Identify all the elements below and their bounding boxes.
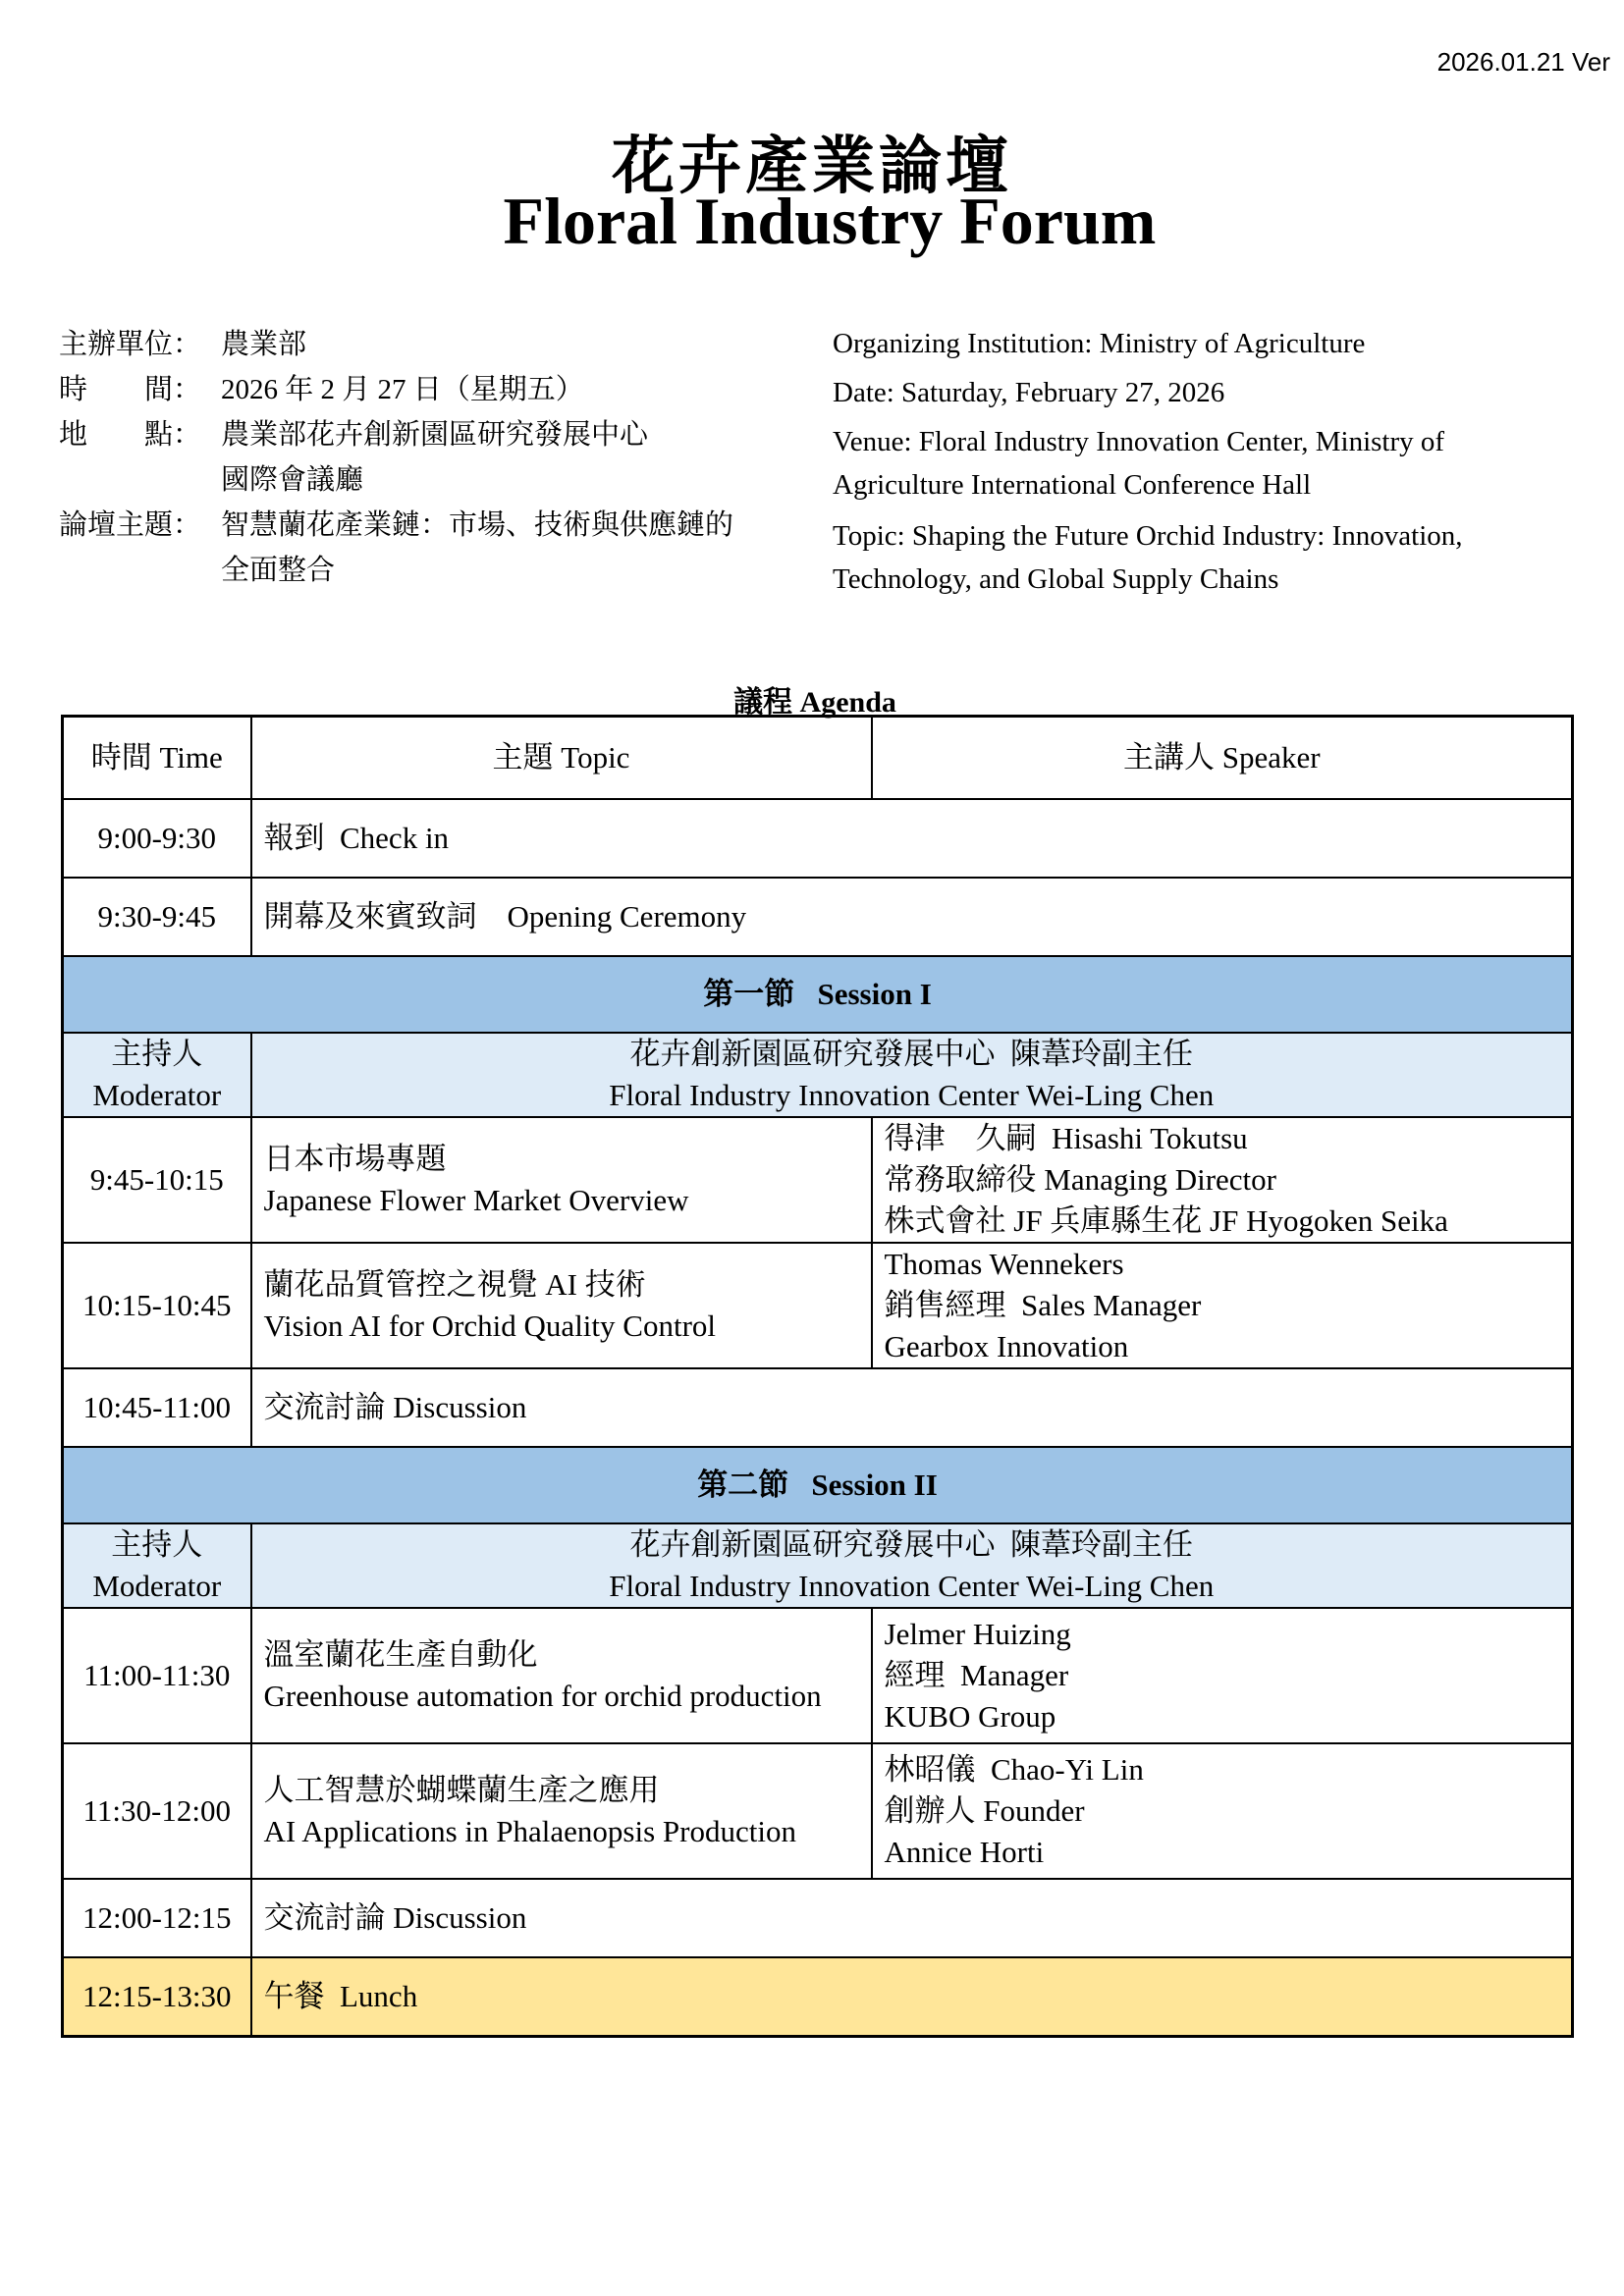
lunch-row [63,1957,1573,2037]
time-cell: 11:00-11:30 [63,1608,251,1743]
topic-cell: 交流討論 Discussion [251,1879,1573,1957]
time-cell: 9:45-10:15 [63,1117,251,1243]
moderator-label [63,1523,251,1608]
title-english: Floral Industry Forum [503,184,1157,258]
speaker-cell [872,1117,1573,1243]
topic-en: Vision AI for Orchid Quality Control [263,1308,717,1343]
speaker-title: 創辦人 Founder [884,1793,1085,1828]
organizer-en: Organizing Institution: Ministry of Agriculture [833,328,1366,359]
topic-label: 論壇主題： [59,509,202,541]
version-label: 2026.01.21 Ver [1436,47,1610,77]
session-header [63,956,1573,1033]
topic-en: Japanese Flower Market Overview [263,1183,689,1217]
moderator-label [63,1033,251,1117]
info-chinese [59,322,805,593]
speaker-cell [872,1243,1573,1368]
moderator-name [251,1523,1573,1608]
speaker-org: Annice Horti [884,1835,1045,1869]
speaker-name: 得津 久嗣 Hisashi Tokutsu [884,1121,1248,1155]
table-row [63,1117,1573,1243]
speaker-title: 常務取締役 Managing Director [884,1162,1276,1197]
session-title: 第一節 Session I [63,956,1573,1033]
date-value: 2026 年 2 月 27 日（星期五） [221,374,584,405]
topic-cell: 報到 Check in [251,799,1573,878]
speaker-cell [872,1608,1573,1743]
speaker-title: 銷售經理 Sales Manager [884,1288,1202,1322]
venue-label: 地 點： [59,419,202,451]
moderator-name-en: Floral Industry Innovation Center Wei-Ling Chen [609,1569,1215,1603]
moderator-row [63,1523,1573,1608]
date-label: 時 間： [59,374,202,405]
table-row [63,1243,1573,1368]
organizer-value: 農業部 [221,329,307,360]
venue-en-line1: Venue: Floral Industry Innovation Center, Ministry of [833,426,1445,457]
table-row [63,1879,1573,1957]
info-venue-zh [59,412,805,503]
topic-zh: 人工智慧於蝴蝶蘭生產之應用 [263,1773,660,1807]
moderator-label-zh: 主持人 [111,1527,203,1562]
venue-line2: 國際會議廳 [221,464,364,496]
topic-zh: 溫室蘭花生產自動化 [263,1637,538,1672]
table-row [63,878,1573,956]
info-organizer-zh [59,322,805,367]
topic-cell: 交流討論 Discussion [251,1368,1573,1447]
speaker-org: Gearbox Innovation [884,1329,1129,1363]
venue-value [221,412,805,503]
topic-en [833,514,1559,601]
topic-cell [251,1608,872,1743]
table-row [63,1368,1573,1447]
speaker-org: KUBO Group [884,1699,1056,1734]
speaker-cell [872,1743,1573,1879]
info-english [833,322,1559,609]
header-topic: 主題 Topic [251,717,872,800]
topic-en-line2: Technology, and Global Supply Chains [833,563,1279,595]
agenda-table [61,715,1574,2038]
speaker-title: 經理 Manager [884,1658,1069,1692]
time-cell: 9:00-9:30 [63,799,251,878]
moderator-label-en: Moderator [92,1569,222,1603]
topic-en-line1: Topic: Shaping the Future Orchid Industry: Innovation, [833,520,1463,552]
session-header [63,1447,1573,1523]
time-cell: 12:15-13:30 [63,1957,251,2037]
topic-cell: 午餐 Lunch [251,1957,1573,2037]
moderator-name [251,1033,1573,1117]
info-topic-zh [59,503,805,593]
speaker-name: Jelmer Huizing [884,1617,1071,1651]
header-time: 時間 Time [63,717,251,800]
date-en: Date: Saturday, February 27, 2026 [833,377,1225,408]
table-row [63,799,1573,878]
time-cell: 10:45-11:00 [63,1368,251,1447]
table-row [63,1608,1573,1743]
title-chinese: 花卉產業論壇 [612,130,1012,203]
speaker-name: Thomas Wennekers [884,1247,1124,1281]
topic-cell: 開幕及來賓致詞 Opening Ceremony [251,878,1573,956]
time-cell: 9:30-9:45 [63,878,251,956]
topic-cell [251,1117,872,1243]
moderator-name-en: Floral Industry Innovation Center Wei-Ling Chen [609,1078,1215,1112]
moderator-name-zh: 花卉創新園區研究發展中心 陳葦玲副主任 [629,1527,1193,1562]
venue-en [833,420,1559,507]
table-row [63,1743,1573,1879]
moderator-label-en: Moderator [92,1078,222,1112]
speaker-name: 林昭儀 Chao-Yi Lin [884,1752,1144,1787]
topic-en: AI Applications in Phalaenopsis Production [263,1814,796,1848]
topic-value [221,503,805,593]
venue-line1: 農業部花卉創新園區研究發展中心 [221,419,649,451]
topic-en: Greenhouse automation for orchid production [263,1679,822,1713]
moderator-name-zh: 花卉創新園區研究發展中心 陳葦玲副主任 [629,1037,1193,1071]
info-date-zh [59,367,805,412]
session-title: 第二節 Session II [63,1447,1573,1523]
header-speaker: 主講人 Speaker [872,717,1573,800]
venue-en-line2: Agriculture International Conference Hall [833,469,1312,501]
moderator-label-zh: 主持人 [111,1037,203,1071]
topic-zh: 蘭花品質管控之視覺 AI 技術 [263,1267,646,1302]
header-row [63,717,1573,800]
time-cell: 12:00-12:15 [63,1879,251,1957]
time-cell: 11:30-12:00 [63,1743,251,1879]
agenda-title: 議程 Agenda [733,686,896,719]
moderator-row [63,1033,1573,1117]
topic-zh: 日本市場專題 [263,1142,447,1176]
topic-line1: 智慧蘭花產業鏈：市場、技術與供應鏈的 [221,509,734,541]
time-cell: 10:15-10:45 [63,1243,251,1368]
topic-line2: 全面整合 [221,555,336,586]
topic-cell [251,1243,872,1368]
organizer-label: 主辦單位： [59,329,202,360]
topic-cell [251,1743,872,1879]
speaker-org: 株式會社 JF 兵庫縣生花 JF Hyogoken Seika [884,1203,1448,1238]
